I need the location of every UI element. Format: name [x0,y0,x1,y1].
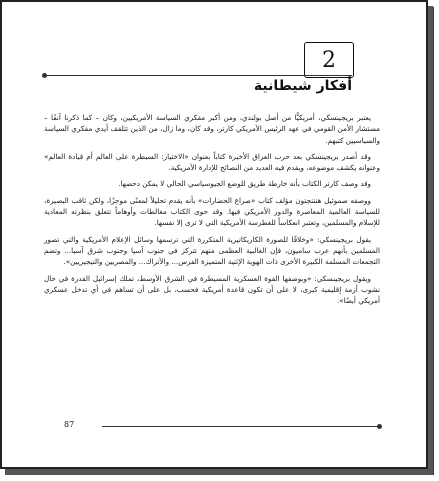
chapter-number-box [304,42,354,78]
bottom-rule [102,426,380,427]
page-shadow-right [428,7,434,475]
bottom-rule-dot [377,424,382,429]
paragraph: وقد وصف كارتر الكتاب بأنه خارطة طريق للوضع الجيوسياسي الحالي لا يمكن دحضها. [118,179,371,189]
paragraph: يقول بريجينسكي: «وخلافًا للصورة الكاريكاتيرية المتكررة التي ترسمها وسائل الإعلام الأمريكية والتي تصور المسلمين بأنهم عرب ساميون، فإن الغالبية العظمى منهم تتركز في جنوب آسيا وجنوب شرق آسيا... وتضم التجمعات المسلمة الكبيرة الأخرى ذات الهوية الإثنية المتميزة الفرس... والأتراك... والمصريين والنيجيريين». [44,234,380,267]
top-rule [46,75,352,76]
paragraph: يعتبر بريجينسكي، أمريكيًّا من أصل بولندي، ومن أكبر مفكري السياسة الأمريكيين، وكان – كما ذكرنا آنفًا – مستشار الأمن القومي في عهد الرئيس الأمريكي كارتر، وقد كان، وما زال، من الذين تتلقف أيدي مفكري السياسة والسياسيين كتبهم. [44,113,380,145]
paragraph: ويقول بريجينسكي: «وبوصفها القوة العسكرية المسيطرة في الشرق الأوسط، تملك إسرائيل القدرة في حال نشوب أزمة إقليمية كبرى، لا على أن تكون قاعدة أمريكية فحسب، بل على أن تساهم في أي تدخل عسكري أمريكي أيضًا». [44,273,380,306]
chapter-number: 2 [322,47,336,73]
chapter-title: أفكار شيطانية [253,78,352,94]
body-text [44,112,380,311]
paragraph: ووصفه صموئيل هنتنجتون مؤلف كتاب «صراع الحضارات» بأنه يقدم تحليلاً لمعنًى موجزًا، ولكن ثاقب البصيرة، للسياسة العالمية المعاصرة والدور الأمريكي فيها. وقد حوى الكتاب مغالطات وأوهاماً تتعلق بنظرته المعادية للإسلام والمسلمين، وتعتبر انعكاساً للغطرسة الأمريكية التي لا ترى إلا نفسها. [44,195,380,228]
paragraph: وقد أصدر بريجينسكي بعد حرب العراق الأخيرة كتاباً بعنوان «الاختيار: السيطرة على العالم أم قيادة العالم» وعنوانه يكشف موضوعه، ويقدم فيه العديد من النصائح للإدارة الأمريكية. [44,151,380,173]
page-number: 87 [64,420,75,429]
page-shadow-bottom [6,469,434,475]
